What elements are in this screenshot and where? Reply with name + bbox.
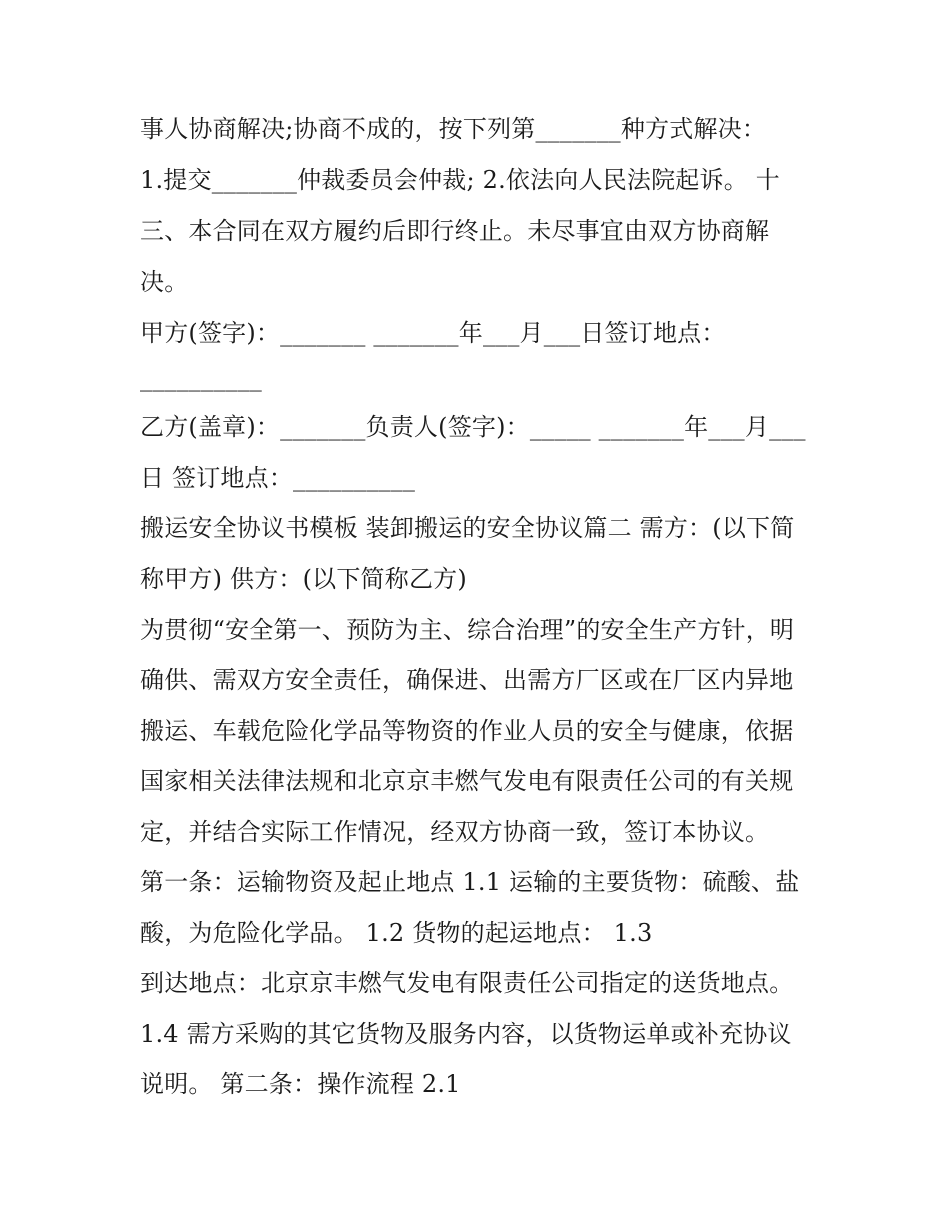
text-line: 国家相关法律法规和北京京丰燃气发电有限责任公司的有关规 [140, 767, 794, 795]
text-line: 说明。 第二条：操作流程 2.1 [140, 1070, 461, 1098]
text-line: 定，并结合实际工作情况，经双方协商一致，签订本协议。 [140, 818, 770, 846]
text-line: 到达地点：北京京丰燃气发电有限责任公司指定的送货地点。 [140, 969, 794, 997]
text-line: 确供、需双方安全责任，确保进、出需方厂区或在厂区内异地 [140, 666, 794, 694]
text-line: 搬运安全协议书模板 装卸搬运的安全协议篇二 需方：(以下简 [140, 514, 795, 542]
text-line: 1.4 需方采购的其它货物及服务内容，以货物运单或补充协议 [140, 1020, 792, 1048]
text-line: 称甲方) 供方：(以下简称乙方) [140, 565, 467, 593]
text-line: 三、本合同在双方履约后即行终止。未尽事宜由双方协商解 [140, 217, 770, 245]
text-line: 事人协商解决;协商不成的，按下列第_______种方式解决： [140, 115, 767, 143]
text-line: 日 签订地点：__________ [140, 464, 416, 492]
text-line: 1.提交_______仲裁委员会仲裁; 2.依法向人民法院起诉。 十 [140, 166, 780, 194]
text-line: 决。 [140, 268, 189, 296]
text-line: 乙方(盖章)：_______负责人(签字)：_____ _______年___月___ [140, 413, 806, 441]
text-line: 酸，为危险化学品。 1.2 货物的起运地点： 1.3 [140, 919, 653, 947]
text-line: 第一条：运输物资及起止地点 1.1 运输的主要货物：硫酸、盐 [140, 868, 800, 896]
text-line: 为贯彻“安全第一、预防为主、综合治理”的安全生产方针，明 [140, 616, 795, 644]
text-line: 甲方(签字)：_______ _______年___月___日签订地点： [140, 319, 726, 347]
text-line: __________ [140, 364, 262, 392]
text-line: 搬运、车载危险化学品等物资的作业人员的安全与健康，依据 [140, 717, 794, 745]
